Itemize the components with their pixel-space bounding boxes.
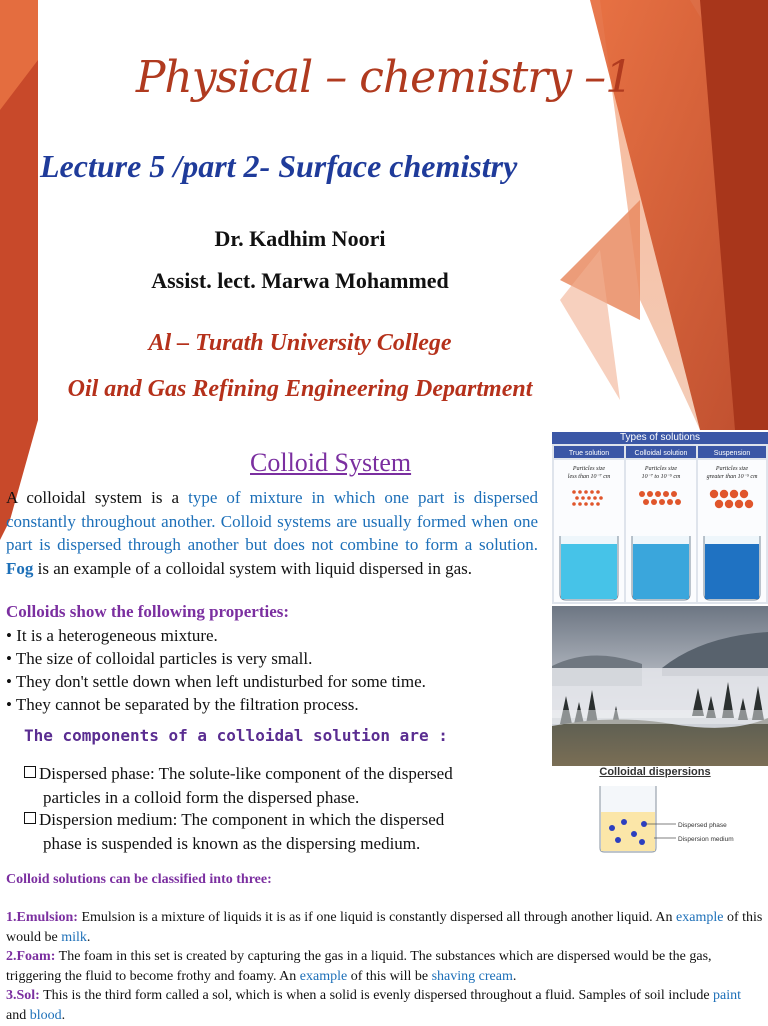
properties-title: Colloids show the following properties: bbox=[6, 602, 290, 621]
class-label: 3.Sol: bbox=[6, 988, 40, 1003]
author-secondary: Assist. lect. Marwa Mohammed bbox=[151, 268, 449, 293]
class-text: This is the third form called a sol, which is when a solid is evenly dispersed throughout a fluid. Samples of soil include bbox=[39, 988, 714, 1003]
component-dispersion-medium bbox=[24, 808, 524, 855]
class-label: 1.Emulsion: bbox=[6, 910, 78, 925]
class-sol bbox=[6, 986, 764, 1026]
intro-fog: Fog bbox=[6, 558, 34, 578]
property-item: • It is a heterogeneous mixture. bbox=[6, 626, 218, 645]
checkbox-icon bbox=[24, 812, 36, 824]
class-example-value: milk bbox=[61, 930, 87, 945]
property-item: • The size of colloidal particles is very small. bbox=[6, 649, 313, 668]
department-name: Oil and Gas Refining Engineering Department bbox=[67, 376, 533, 402]
dispersion-medium-fill bbox=[601, 812, 655, 851]
component-line: particles in a colloid form the dispersed phase. bbox=[43, 787, 360, 807]
class-text: . bbox=[86, 930, 91, 945]
property-item: • They cannot be separated by the filtration process. bbox=[6, 695, 359, 714]
author-primary: Dr. Kadhim Noori bbox=[214, 226, 386, 251]
class-foam bbox=[6, 947, 764, 987]
class-text: of this will be bbox=[347, 969, 432, 984]
beaker-liquid bbox=[633, 544, 689, 599]
column-desc: Particles size bbox=[572, 466, 606, 472]
label-dispersed-phase: Dispersed phase bbox=[678, 822, 727, 829]
class-text: Emulsion is a mixture of liquids it is as if one liquid is constantly dispersed all through another liquid. An bbox=[77, 910, 677, 925]
component-dispersed-phase bbox=[24, 762, 524, 809]
figure-title: Colloidal dispersions bbox=[599, 766, 711, 778]
column-suspension bbox=[698, 446, 766, 602]
column-desc: greater than 10⁻⁵ cm bbox=[706, 474, 758, 480]
class-text: and bbox=[6, 1008, 30, 1023]
intro-definition: type of mixture in which one part is dispersed constantly throughout another. Colloid systems are usually formed when one part is dispersed through another but does not combine to form a solution. bbox=[6, 488, 538, 554]
class-example-link: paint bbox=[713, 988, 742, 1003]
column-label: Colloidal solution bbox=[634, 450, 688, 457]
intro-paragraph bbox=[6, 486, 538, 580]
component-line: phase is suspended is known as the dispersing medium. bbox=[43, 833, 421, 853]
column-true-solution bbox=[554, 446, 624, 602]
label-dispersion-medium: Dispersion medium bbox=[678, 836, 734, 843]
class-example-value: shaving cream bbox=[431, 969, 513, 984]
class-example-link: example bbox=[299, 969, 348, 984]
beaker-liquid bbox=[705, 544, 759, 599]
class-text: of this would be bbox=[6, 910, 763, 945]
components-title: The components of a colloidal solution are : bbox=[24, 726, 448, 745]
class-text: . bbox=[512, 969, 517, 984]
property-item: • They don't settle down when left undisturbed for some time. bbox=[6, 672, 426, 691]
section-title: Colloid System bbox=[250, 448, 412, 477]
column-colloidal-solution bbox=[626, 446, 696, 602]
column-desc: Particles size bbox=[715, 466, 749, 472]
figure-title: Types of solutions bbox=[552, 432, 768, 444]
column-desc: less than 10⁻⁷ cm bbox=[567, 474, 611, 480]
page-title: Physical – chemistry –1 bbox=[135, 52, 633, 103]
class-example-value: blood bbox=[29, 1008, 62, 1023]
lecture-subtitle: Lecture 5 /part 2- Surface chemistry bbox=[40, 148, 518, 184]
beaker-liquid bbox=[561, 544, 617, 599]
column-label: Suspension bbox=[713, 450, 751, 457]
dispersion-illustration bbox=[560, 778, 768, 854]
class-emulsion bbox=[6, 908, 764, 948]
institution-name: Al – Turath University College bbox=[148, 330, 452, 356]
solutions-illustration bbox=[552, 444, 768, 604]
intro-text-5: is an example of a colloidal system with liquid dispersed in gas. bbox=[33, 558, 473, 578]
column-desc: Particles size bbox=[644, 466, 678, 472]
class-example-link: example bbox=[676, 910, 724, 925]
figure-types-of-solutions bbox=[552, 432, 768, 604]
checkbox-icon bbox=[24, 766, 36, 778]
class-label: 2.Foam: bbox=[6, 949, 56, 964]
column-label: True solution bbox=[568, 450, 610, 457]
component-line: Dispersed phase: The solute-like component of the dispersed bbox=[39, 764, 453, 783]
intro-text-1: A colloidal system is a bbox=[6, 488, 189, 507]
column-desc: 10⁻⁷ to 10⁻⁵ cm bbox=[641, 474, 681, 480]
figure-colloidal-dispersions bbox=[560, 766, 768, 858]
class-text: The foam in this set is created by capturing the gas in a liquid. The substances which are dispersed would be the gas, triggering the fluid to become frothy and foamy. An bbox=[6, 949, 712, 984]
class-text: . bbox=[61, 1008, 66, 1023]
fog-illustration bbox=[552, 606, 768, 766]
fog-landscape-photo bbox=[552, 606, 768, 766]
component-line: Dispersion medium: The component in which the dispersed bbox=[39, 810, 445, 829]
classification-title: Colloid solutions can be classified into three: bbox=[6, 872, 272, 887]
